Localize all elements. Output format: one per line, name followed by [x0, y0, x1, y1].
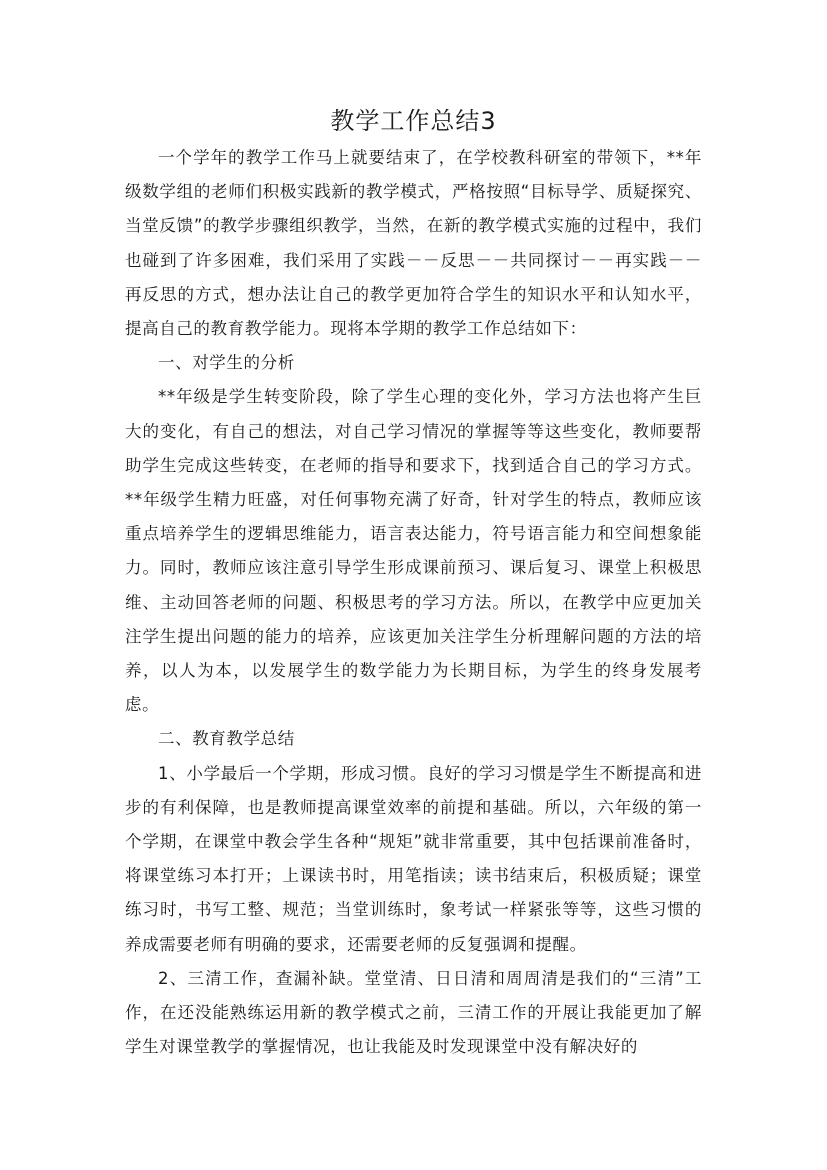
- document-title: 教学工作总结3: [330, 107, 497, 135]
- teaching-summary-item-1: 1、小学最后一个学期，形成习惯。良好的学习习惯是学生不断提高和进步的有利保障，也是教师提高课堂效率的前提和基础。所以，六年级的第一个学期，在课堂中教会学生各种“规矩”就非常重要，其中包括课前准备时，将课堂练习本打开；上课读书时，用笔指读；读书结束后，积极质疑；课堂练习时，书写工整、规范；当堂训练时，象考试一样紧张等等，这些习惯的养成需要老师有明确的要求，还需要老师的反复强调和提醒。: [125, 763, 702, 954]
- section-heading-student-analysis: 一、对学生的分析: [158, 353, 295, 373]
- intro-paragraph: 一个学年的教学工作马上就要结束了，在学校教科研室的带领下，**年级数学组的老师们积极实践新的教学模式，严格按照“目标导学、质疑探究、当堂反馈”的教学步骤组织教学，当然，在新的教学模式实施的过程中，我们也碰到了许多困难，我们采用了实践－－反思－－共同探讨－－再实践－－再反思的方式，想办法让自己的教学更加符合学生的知识水平和认知水平，提高自己的教育教学能力。现将本学期的教学工作总结如下：: [125, 148, 702, 339]
- section-heading-teaching-summary: 二、教育教学总结: [158, 729, 295, 749]
- teaching-summary-item-2: 2、三清工作，查漏补缺。堂堂清、日日清和周周清是我们的“三清”工作，在还没能熟练运用新的教学模式之前，三清工作的开展让我能更加了解学生对课堂教学的掌握情况，也让我能及时发现课堂中没有解决好的: [125, 968, 702, 1057]
- student-analysis-paragraph: **年级是学生转变阶段，除了学生心理的变化外，学习方法也将产生巨大的变化，有自己的想法，对自己学习情况的掌握等等这些变化，教师要帮助学生完成这些转变，在老师的指导和要求下，找到适合自己的学习方式。**年级学生精力旺盛，对任何事物充满了好奇，针对学生的特点，教师应该重点培养学生的逻辑思维能力，语言表达能力，符号语言能力和空间想象能力。同时，教师应该注意引导学生形成课前预习、课后复习、课堂上积极思维、主动回答老师的问题、积极思考的学习方法。所以，在教学中应更加关注学生提出问题的能力的培养，应该更加关注学生分析理解问题的方法的培养，以人为本，以发展学生的数学能力为长期目标，为学生的终身发展考虑。: [125, 387, 702, 715]
- document-page: [125, 103, 702, 1064]
